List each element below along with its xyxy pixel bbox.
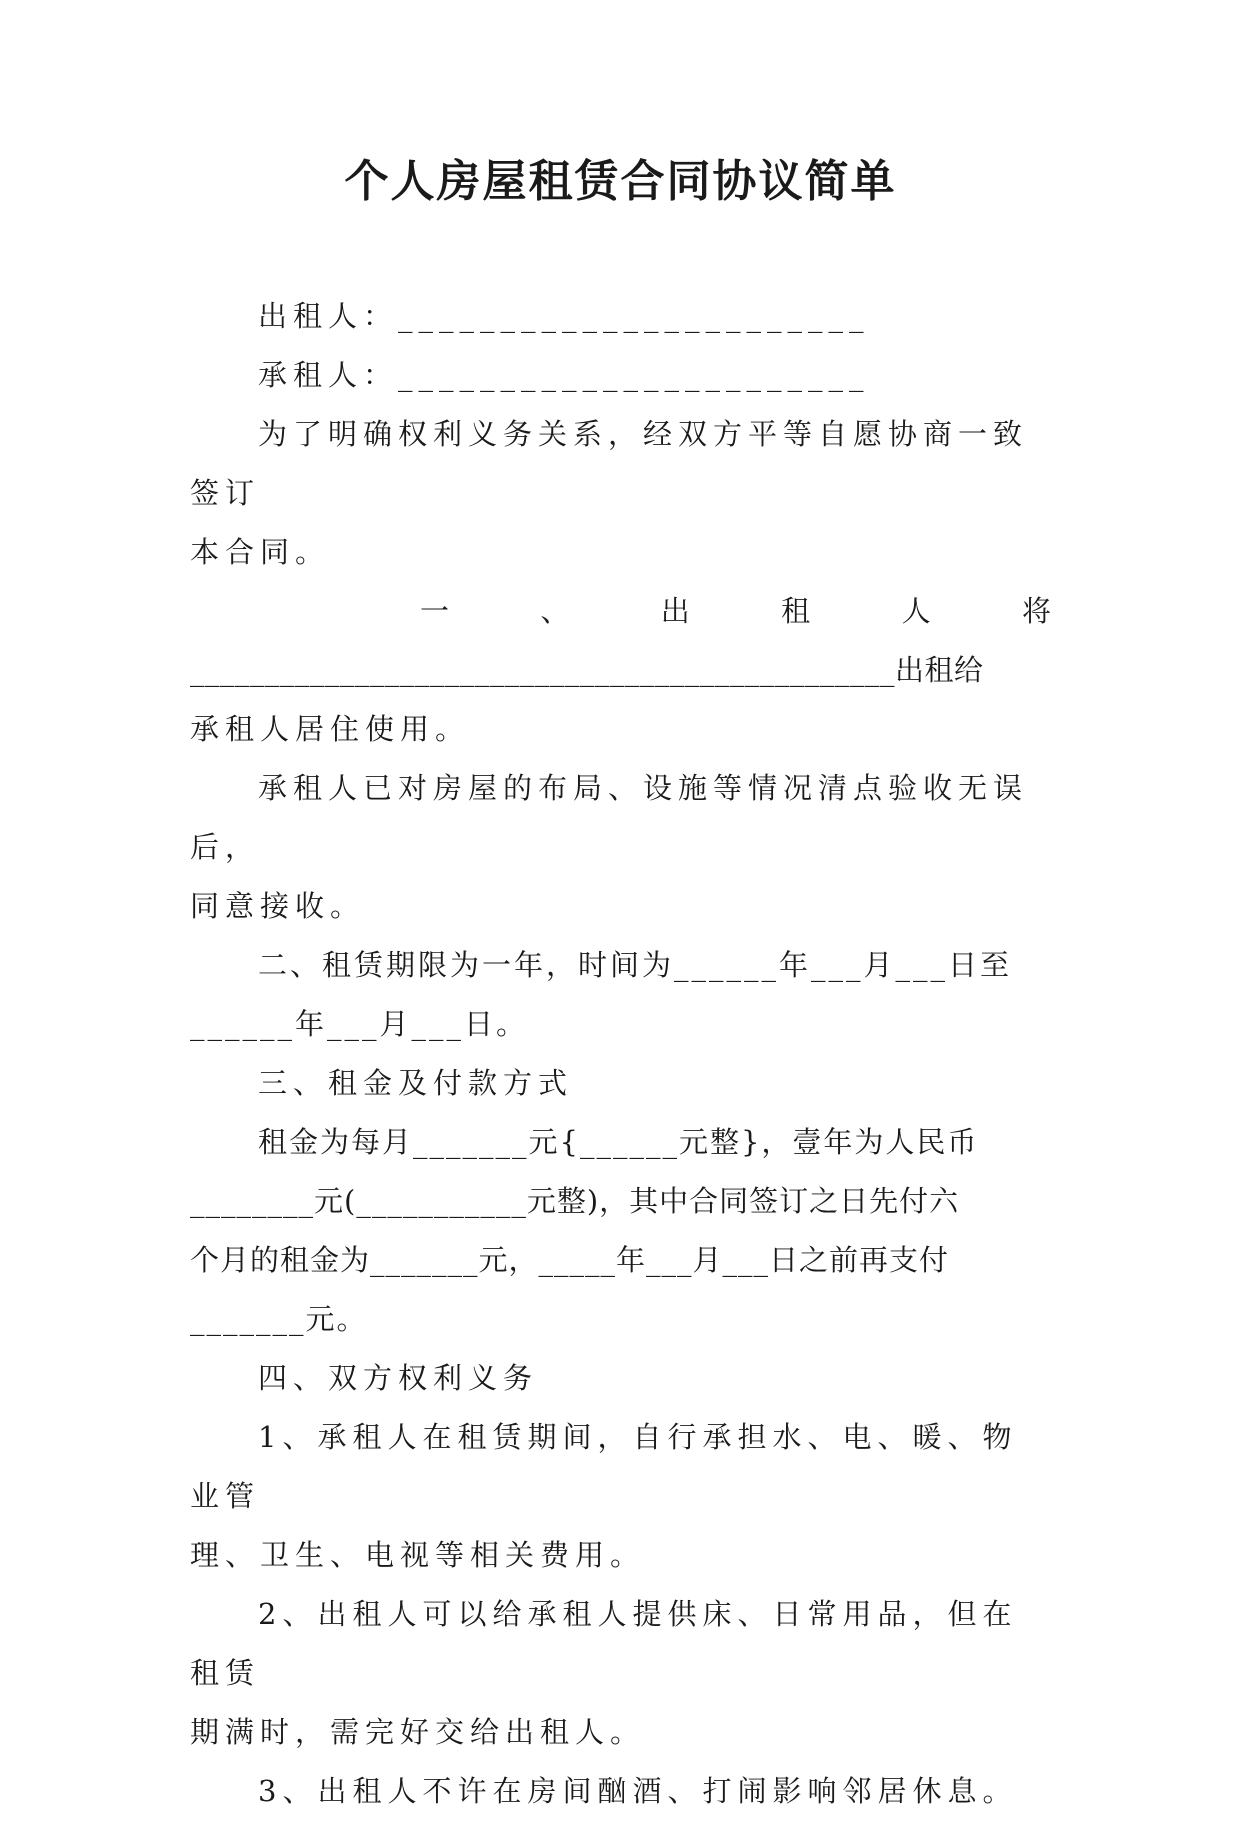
article-4-heading: 四、双方权利义务 [258,1361,539,1395]
lessee-line: 承租人：_______________________ [258,358,870,392]
article-1-line-2: _______________________________________________出租给 [190,653,984,687]
lessor-line: 出租人：_______________________ [258,299,870,333]
article-2-line-2: ______年___月___日。 [190,1007,529,1041]
item-2-line-1: 2、出租人可以给承租人提供床、日常用品，但在租赁 [190,1597,1018,1690]
article-1-word: 人 [901,594,931,628]
article-1-line-3: 承租人居住使用。 [190,712,471,746]
rent-line-1: 租金为每月_______元{______元整}，壹年为人民币 [258,1125,979,1159]
article-1-line-1 [190,582,1051,641]
article-1-word: 将 [1021,594,1051,628]
article-3-heading: 三、租金及付款方式 [258,1066,574,1100]
item-1-line-2: 理、卫生、电视等相关费用。 [190,1538,646,1572]
item-1-line-1: 1、承租人在租赁期间，自行承担水、电、暖、物业管 [190,1420,1018,1513]
article-2-line-1: 二、租赁期限为一年，时间为______年___月___日至 [258,948,1013,982]
article-1-word: 一 [420,594,450,628]
rent-line-2: ________元(___________元整)，其中合同签订之日先付六 [190,1184,960,1218]
acceptance-line-2: 同意接收。 [190,889,366,923]
intro-line-2: 本合同。 [190,535,331,569]
document-title: 个人房屋租赁合同协议简单 [344,156,897,207]
document-body [190,287,1051,1821]
article-1-word: 、 [540,594,570,628]
item-2-line-2: 期满时，需完好交给出租人。 [190,1715,646,1749]
rent-line-4: _______元。 [190,1302,368,1336]
article-1-word: 租 [781,594,811,628]
intro-line-1: 为了明确权利义务关系，经双方平等自愿协商一致签订 [190,417,1029,510]
article-1-word: 出 [660,594,690,628]
rent-line-3: 个月的租金为_______元，_____年___月___日之前再支付 [190,1243,950,1277]
acceptance-line-1: 承租人已对房屋的布局、设施等情况清点验收无误后， [190,771,1029,864]
item-3-line-1: 3、出租人不许在房间酗酒、打闹影响邻居休息。 [258,1774,1018,1808]
